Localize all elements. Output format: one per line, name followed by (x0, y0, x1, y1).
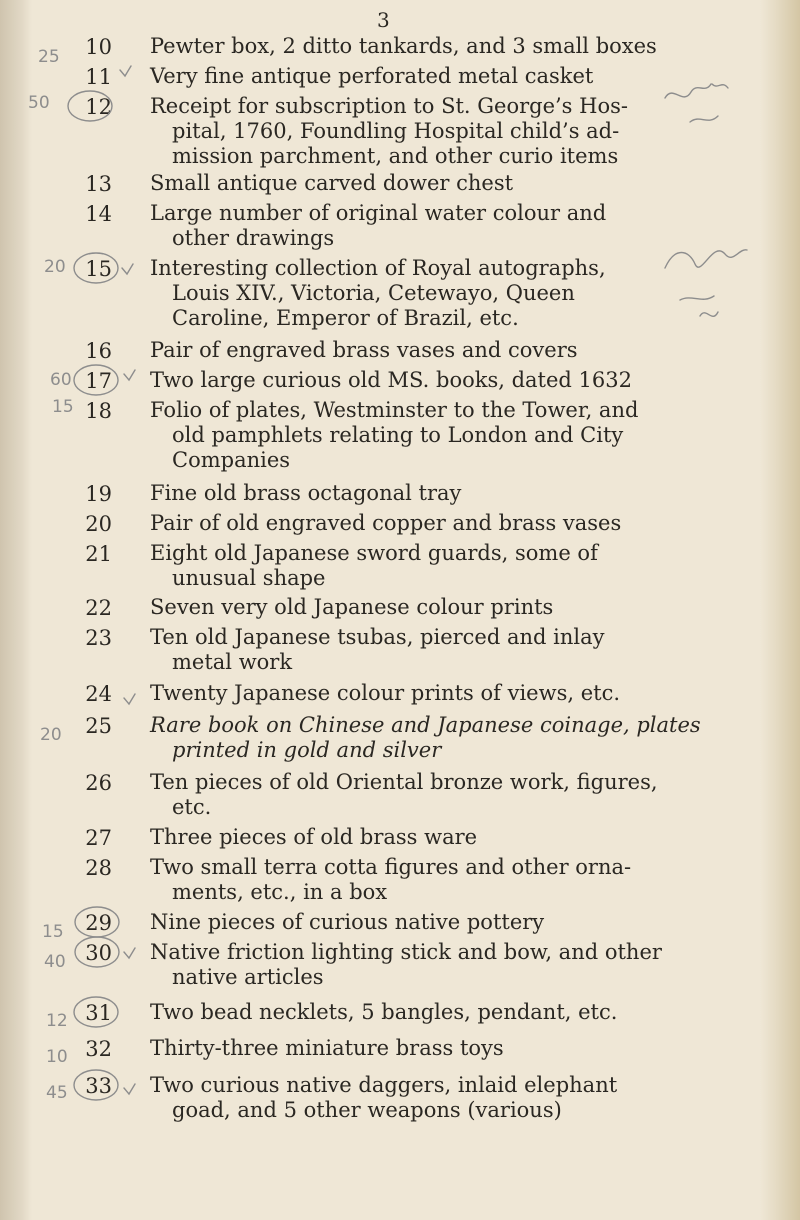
lot-description-line: Two small terra cotta figures and other orna- (150, 855, 632, 879)
lot-circle-mark (75, 907, 119, 937)
lot-description-line: Fine old brass octagonal tray (150, 481, 462, 505)
lot-number: 29 (85, 911, 112, 935)
lot-circle-mark (75, 937, 119, 967)
lot-description-line: Ten pieces of old Oriental bronze work, figures, (150, 770, 658, 794)
lot-description-line: Nine pieces of curious native pottery (150, 910, 545, 934)
lot-number: 28 (85, 856, 112, 880)
lot-description-line: Louis XIV., Victoria, Cetewayo, Queen (172, 281, 575, 305)
margin-price-mark: 15 (42, 922, 64, 942)
lot-description-line: Caroline, Emperor of Brazil, etc. (172, 306, 519, 330)
tick-mark (120, 66, 131, 76)
lot-description-line: Pair of engraved brass vases and covers (150, 338, 578, 362)
lot-description-line: Companies (172, 448, 291, 472)
lot-circle-mark (74, 997, 118, 1027)
lot-number: 15 (85, 257, 112, 281)
lot-description-line: Two bead necklets, 5 bangles, pendant, etc. (150, 1000, 618, 1024)
lot-description-line: Interesting collection of Royal autographs, (150, 256, 606, 280)
lot-number: 16 (85, 339, 112, 363)
tick-mark (124, 370, 135, 380)
lot-number: 10 (85, 35, 112, 59)
margin-price-mark: 50 (28, 93, 50, 113)
margin-price-mark: 15 (52, 397, 74, 417)
tick-mark (124, 1084, 135, 1094)
buyer-name-scribble (665, 250, 747, 316)
lot-number: 20 (85, 512, 112, 536)
lot-number: 31 (85, 1001, 112, 1025)
lot-number: 25 (85, 714, 112, 738)
margin-price-mark: 10 (46, 1047, 68, 1067)
lot-number: 24 (85, 682, 112, 706)
lot-circle-mark (74, 1070, 118, 1100)
buyer-name-scribble (665, 84, 728, 122)
lot-circle-mark (68, 91, 112, 121)
lot-description-line: Ten old Japanese tsubas, pierced and inlay (150, 625, 605, 649)
lot-circle-mark (74, 253, 118, 283)
lot-description-line: Two large curious old MS. books, dated 1632 (150, 368, 632, 392)
lot-description-line: Three pieces of old brass ware (150, 825, 478, 849)
lot-number: 21 (85, 542, 112, 566)
lot-description-line: Pair of old engraved copper and brass vases (150, 511, 622, 535)
lot-description-line: Two curious native daggers, inlaid elephant (150, 1073, 618, 1097)
margin-price-mark: 40 (44, 952, 66, 972)
lot-number: 18 (85, 399, 112, 423)
lot-description-line: Eight old Japanese sword guards, some of (150, 541, 598, 565)
lot-number: 12 (85, 95, 112, 119)
lot-description-line: Folio of plates, Westminster to the Tower, and (150, 398, 639, 422)
lot-number: 23 (85, 626, 112, 650)
lot-description-line: Thirty-three miniature brass toys (150, 1036, 504, 1060)
lot-number: 33 (85, 1074, 112, 1098)
lot-number: 22 (85, 596, 112, 620)
lot-number: 13 (85, 172, 112, 196)
lot-description-line: other drawings (172, 226, 335, 250)
lot-description-line: mission parchment, and other curio items (172, 144, 619, 168)
margin-price-mark: 25 (38, 47, 60, 67)
lot-description-line: Large number of original water colour and (150, 201, 607, 225)
lot-description-line: Rare book on Chinese and Japanese coinage, plates (150, 713, 701, 737)
lot-number: 17 (85, 369, 112, 393)
lot-description-line: ments, etc., in a box (172, 880, 388, 904)
margin-price-mark: 60 (50, 370, 72, 390)
lot-description-line: pital, 1760, Foundling Hospital child’s ad- (172, 119, 620, 143)
lot-number: 19 (85, 482, 112, 506)
margin-price-mark: 12 (46, 1011, 68, 1031)
tick-mark (124, 948, 135, 958)
lot-description-line: native articles (172, 965, 324, 989)
lot-circle-mark (74, 365, 118, 395)
lot-description-line: goad, and 5 other weapons (various) (172, 1098, 562, 1122)
lot-description-line: Small antique carved dower chest (150, 171, 514, 195)
lot-number: 14 (85, 202, 112, 226)
lot-number: 27 (85, 826, 112, 850)
lot-description-line: printed in gold and silver (172, 738, 442, 762)
lot-description-line: Very fine antique perforated metal casket (150, 64, 594, 88)
lot-description-line: Pewter box, 2 ditto tankards, and 3 small boxes (150, 34, 657, 58)
lot-description-line: Twenty Japanese colour prints of views, etc. (150, 681, 621, 705)
tick-mark (124, 694, 135, 704)
lot-description-line: unusual shape (172, 566, 326, 590)
lot-description-line: metal work (172, 650, 293, 674)
lot-description-line: Seven very old Japanese colour prints (150, 595, 554, 619)
lot-description-line: etc. (172, 795, 212, 819)
tick-mark (122, 264, 133, 274)
margin-price-mark: 20 (40, 725, 62, 745)
lot-number: 26 (85, 771, 112, 795)
lot-description-line: old pamphlets relating to London and City (172, 423, 624, 447)
page-number: 3 (377, 8, 390, 32)
lot-description-line: Native friction lighting stick and bow, and other (150, 940, 662, 964)
margin-price-mark: 45 (46, 1083, 68, 1103)
lot-number: 32 (85, 1037, 112, 1061)
lot-description-line: Receipt for subscription to St. George’s Hos- (150, 94, 628, 118)
lot-number: 11 (85, 65, 112, 89)
lot-number: 30 (85, 941, 112, 965)
margin-price-mark: 20 (44, 257, 66, 277)
